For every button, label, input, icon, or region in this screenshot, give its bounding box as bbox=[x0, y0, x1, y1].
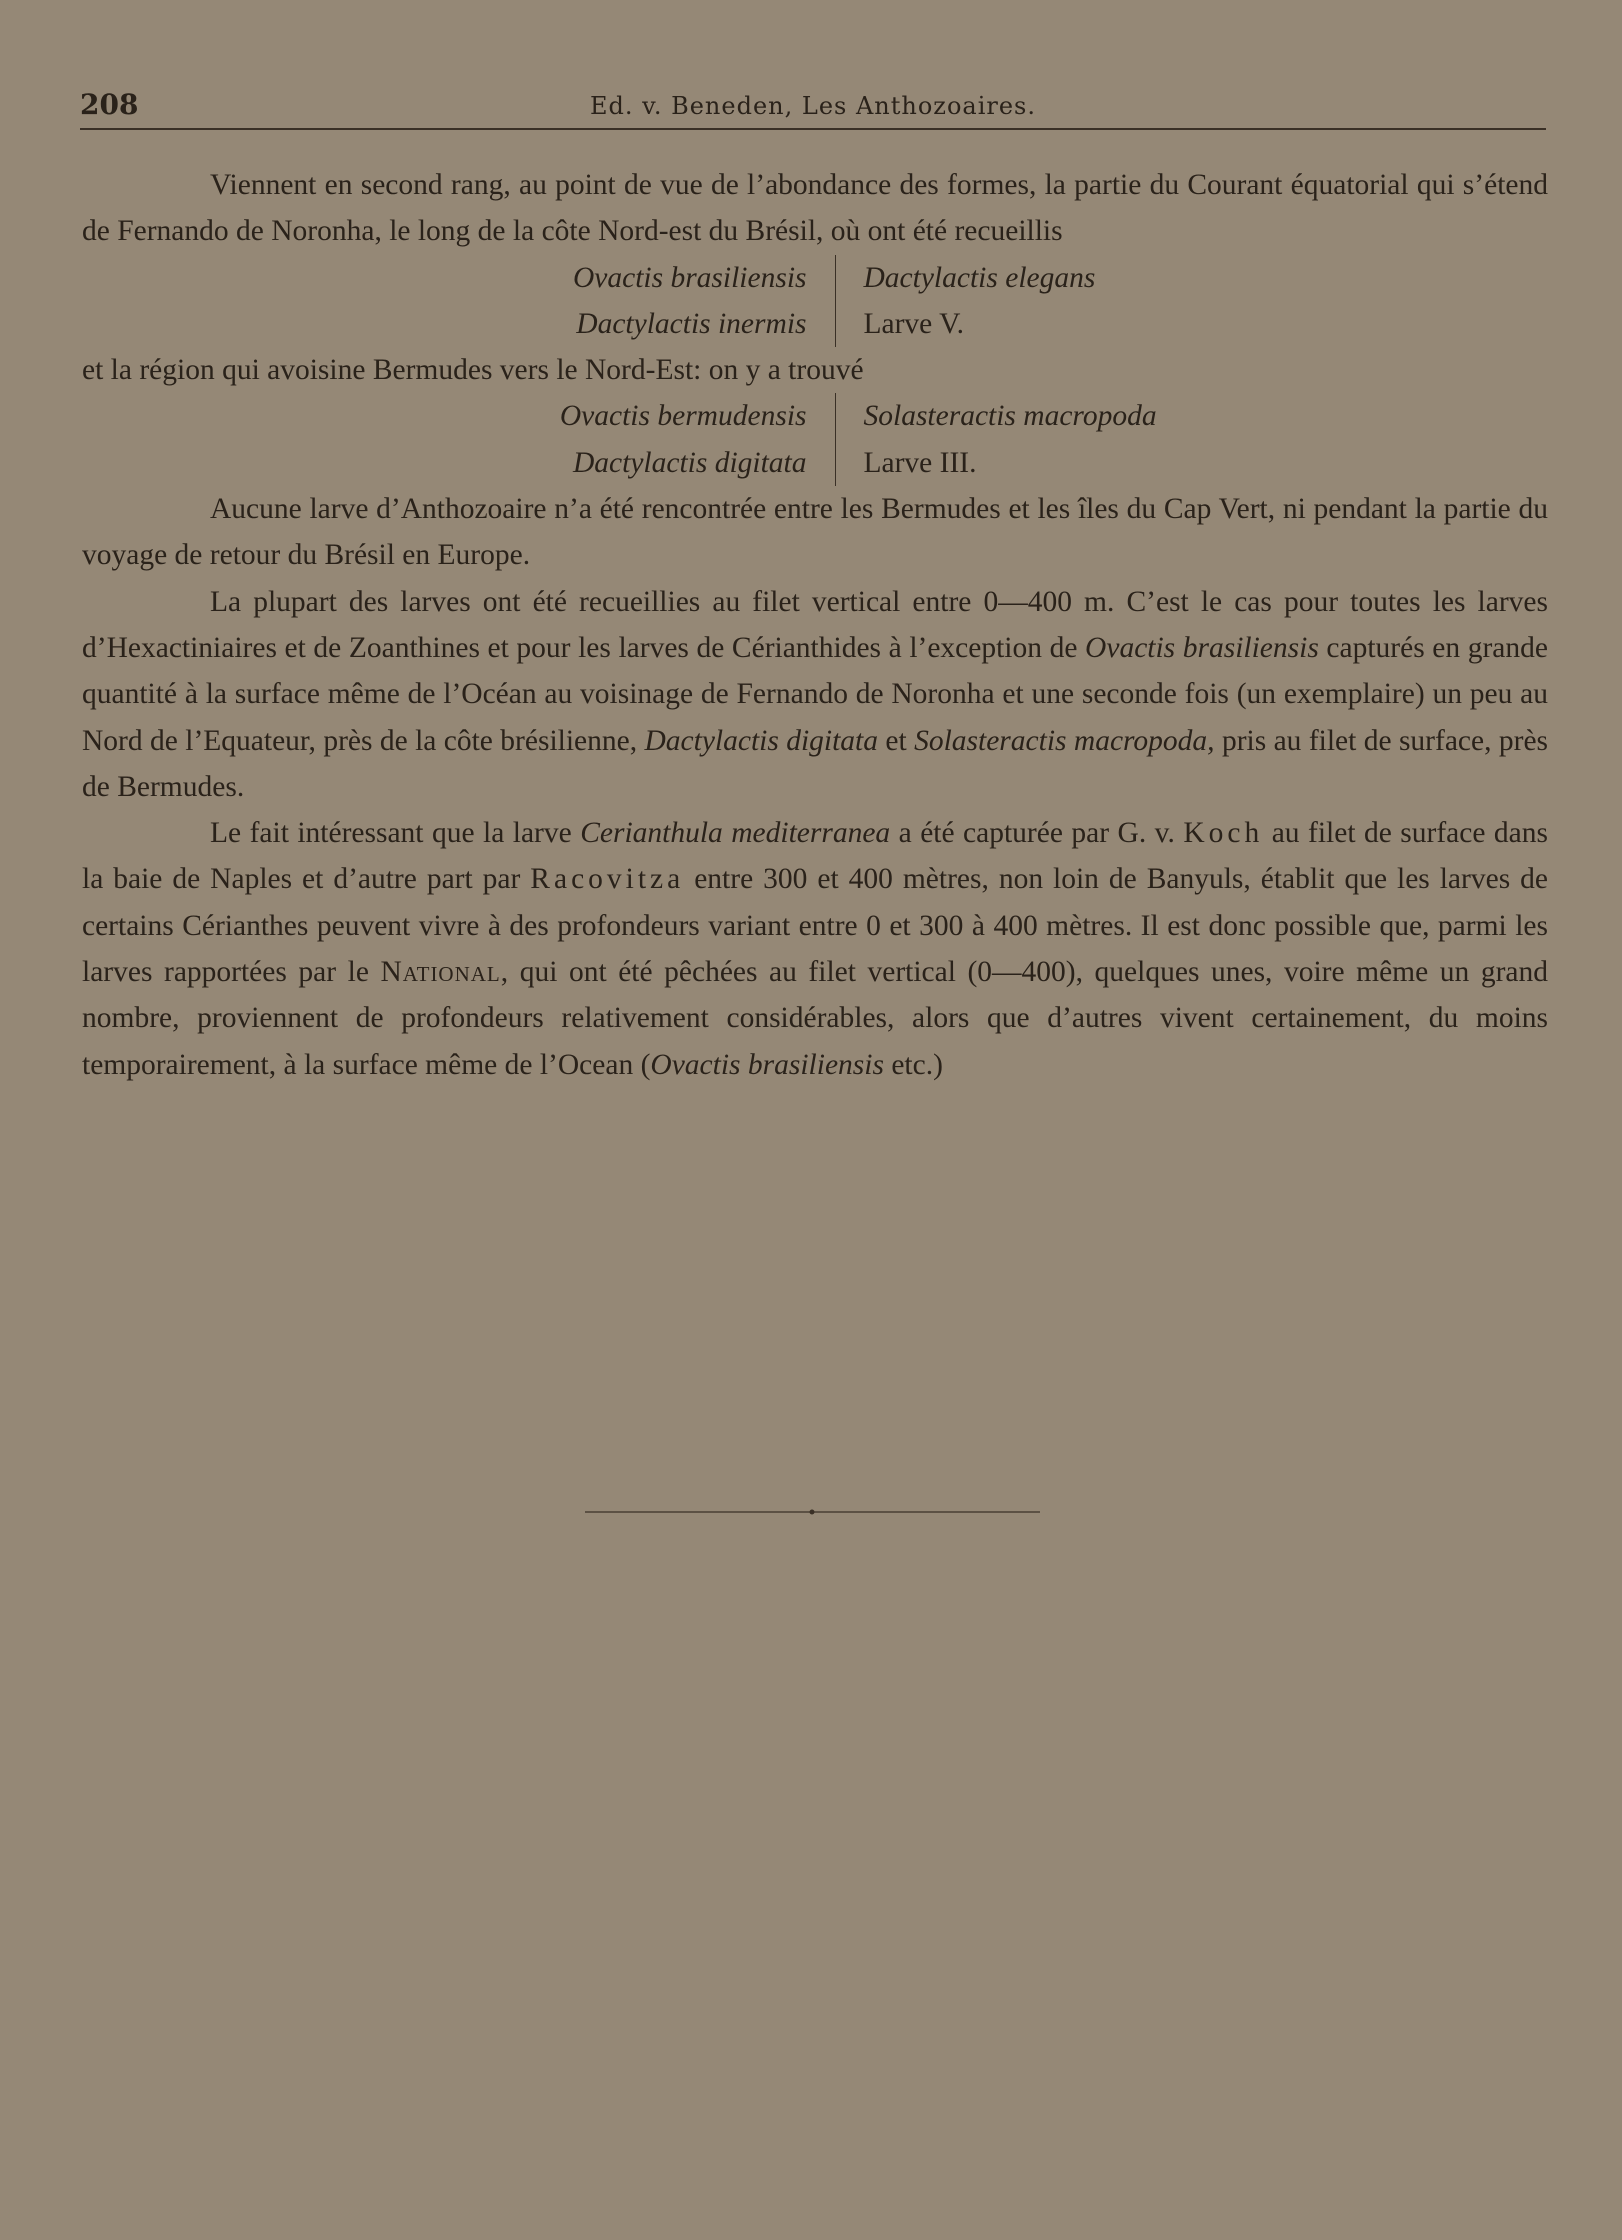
species-name: Ovactis bermudensis bbox=[559, 400, 807, 433]
body-text bbox=[82, 162, 1548, 1088]
text-run: , qui ont été pêchées au filet vertical (0—400), quelques unes, voire même un grand nombre, proviennent de profondeurs relativement considérables, alors que d’autres vivent certainement, du moins temporairement, à la surface même de l’Ocean ( bbox=[82, 956, 1548, 1081]
species-list-2 bbox=[122, 393, 1548, 486]
paragraph-2: et la région qui avoisine Bermudes vers le Nord-Est: on y a trouvé bbox=[82, 354, 864, 387]
species-name: Solasteractis macropoda bbox=[863, 400, 1157, 433]
species-col-left bbox=[487, 255, 836, 348]
species-name: Ovactis brasiliensis bbox=[572, 261, 807, 294]
end-ornament bbox=[585, 1508, 1040, 1516]
page-number: 208 bbox=[80, 88, 139, 121]
paragraph-5 bbox=[82, 810, 1548, 1088]
text-run: pris au filet de surface, près de Bermudes. bbox=[82, 724, 1549, 803]
text-run: entre 300 et 400 mètres, non loin de Banyuls, établit que les larves de certains Cérianthes peuvent vivre à des profondeurs variant entre 0 et 300 à 400 mètres. Il est donc possible que, parmi les larves rapportées par le bbox=[82, 863, 1548, 989]
author-name: Koch bbox=[1183, 817, 1264, 850]
paragraph-3: Aucune larve d’Anthozoaire n’a été rencontrée entre les Bermudes et les îles du Cap Vert, ni pendant la partie du voyage de retour du Brésil en Europe. bbox=[82, 493, 1548, 572]
larva-label: Larve V. bbox=[863, 307, 964, 340]
text-run: etc.) bbox=[883, 1048, 943, 1081]
species-col-right bbox=[836, 393, 1184, 486]
species-name: Dactylactis elegans bbox=[863, 261, 1096, 294]
text-run: capturés en grande quantité à la surface même de l’Océan au voisinage de Fernando de Noronha et une seconde fois (un exemplaire) un peu au Nord de l’Equateur, près de la côte brésilienne, bbox=[82, 631, 1548, 757]
species-col-right bbox=[836, 255, 1184, 348]
text-run: au filet de surface dans la baie de Naples et d’autre part par bbox=[82, 817, 1548, 896]
text-run: Le fait intéressant que la larve bbox=[210, 817, 581, 850]
species-name: Ovactis brasiliensis bbox=[1085, 631, 1319, 664]
species-name: Dactylactis digitata bbox=[572, 446, 807, 479]
paragraph-4 bbox=[82, 579, 1548, 810]
species-name: Solasteractis macropoda, bbox=[914, 724, 1215, 757]
ship-name: National bbox=[380, 956, 501, 989]
species-col-left bbox=[487, 393, 836, 486]
text-run: et bbox=[878, 724, 915, 757]
running-title: Ed. v. Beneden, Les Anthozoaires. bbox=[589, 92, 1036, 120]
species-name: Dactylactis digitata bbox=[644, 724, 879, 757]
author-name: Racovitza bbox=[530, 863, 685, 896]
text-run: La plupart des larves ont été recueillies au filet vertical entre 0—400 m. C’est le cas pour toutes les larves d’Hexactiniaires et de Zoanthines et pour les larves de Cérianthides à l’exception de bbox=[82, 585, 1548, 664]
species-name: Cerianthula mediterranea bbox=[580, 817, 891, 850]
page-header bbox=[80, 88, 1546, 130]
text-run: a été capturée par G. v. bbox=[890, 817, 1184, 850]
species-list-1 bbox=[122, 255, 1548, 348]
paragraph-1: Viennent en second rang, au point de vue de l’abondance des formes, la partie du Courant équatorial qui s’étend de Fernando de Noronha, le long de la côte Nord-est du Brésil, où ont été recueillis bbox=[82, 169, 1548, 248]
species-name: Dactylactis inermis bbox=[576, 307, 807, 340]
species-name: Ovactis brasiliensis bbox=[650, 1048, 884, 1081]
larva-label: Larve III. bbox=[863, 446, 977, 479]
